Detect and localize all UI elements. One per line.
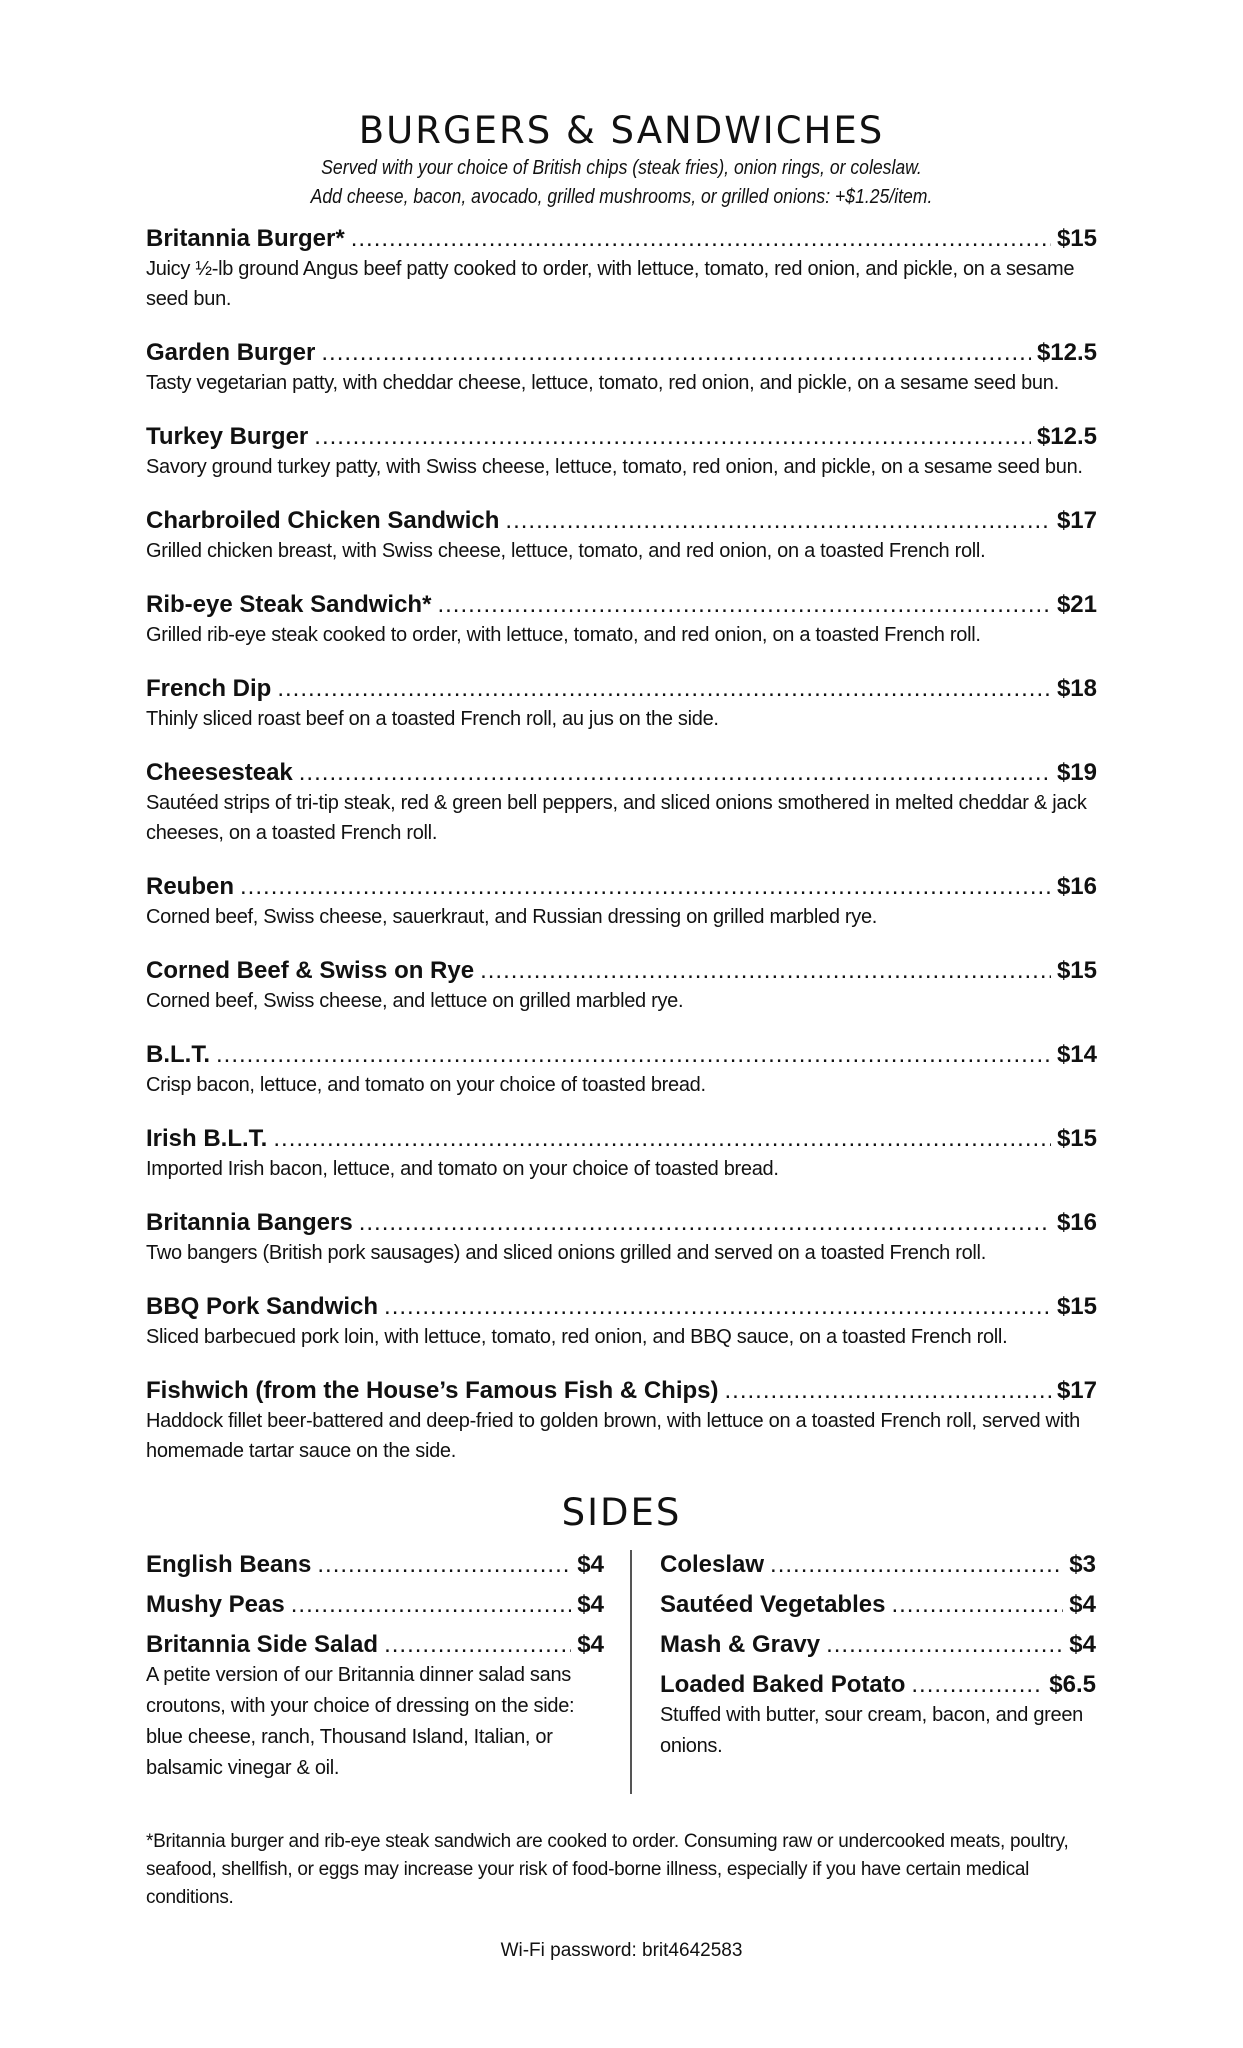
menu-item	[146, 422, 1097, 482]
item-description: Corned beef, Swiss cheese, sauerkraut, and Russian dressing on grilled marbled rye.	[146, 906, 878, 928]
leader-dots	[299, 758, 1051, 788]
side-item	[660, 1630, 1096, 1660]
menu-item	[146, 1124, 1097, 1184]
item-name: Britannia Burger*	[146, 225, 345, 252]
side-name: Mash & Gravy	[660, 1631, 821, 1658]
footnote: *Britannia burger and rib-eye steak sandwich are cooked to order. Consuming raw or undercooked meats, poultry, seafood, shellfish, or eggs may increase your risk of food-borne illness, especially if you have certain medical conditions.	[146, 1831, 1069, 1908]
menu-item	[146, 758, 1097, 848]
item-price: $17	[1056, 507, 1097, 534]
side-price: $3	[1069, 1551, 1096, 1578]
burgers-section-title: BURGERS & SANDWICHES	[358, 109, 885, 152]
side-name: Mushy Peas	[146, 1591, 285, 1618]
menu-item	[146, 1208, 1097, 1268]
item-description: Imported Irish bacon, lettuce, and tomato on your choice of toasted bread.	[146, 1158, 779, 1180]
side-price: $4	[1069, 1591, 1096, 1618]
menu-item	[146, 506, 1097, 566]
menu-item	[146, 872, 1097, 932]
item-price: $16	[1056, 873, 1097, 900]
item-price: $21	[1056, 591, 1097, 618]
item-name: Irish B.L.T.	[146, 1125, 268, 1152]
item-description: Corned beef, Swiss cheese, and lettuce on grilled marbled rye.	[146, 990, 684, 1012]
item-price: $16	[1056, 1209, 1097, 1236]
item-description: Sliced barbecued pork loin, with lettuce, tomato, red onion, and BBQ sauce, on a toasted French roll.	[146, 1326, 1008, 1348]
sides-left-column	[146, 1550, 632, 1794]
leader-dots	[505, 506, 1051, 536]
item-name: Corned Beef & Swiss on Rye	[146, 957, 475, 984]
item-price: $15	[1056, 1125, 1097, 1152]
item-price: $12.5	[1036, 423, 1097, 450]
leader-dots	[273, 1124, 1051, 1154]
leader-dots	[480, 956, 1051, 986]
menu-item	[146, 1040, 1097, 1100]
leader-dots	[384, 1630, 571, 1660]
menu-item	[146, 338, 1097, 398]
menu-item	[146, 590, 1097, 650]
leader-dots	[351, 224, 1051, 254]
side-item	[146, 1630, 604, 1784]
leader-dots	[277, 674, 1051, 704]
leader-dots	[317, 1550, 571, 1580]
item-name: Britannia Bangers	[146, 1209, 353, 1236]
side-price: $4	[1069, 1631, 1096, 1658]
side-description: A petite version of our Britannia dinner salad sans croutons, with your choice of dressing on the side: blue cheese, ranch, Thousand Island, Italian, or balsamic vinegar & oil.	[146, 1664, 575, 1779]
item-description: Savory ground turkey patty, with Swiss cheese, lettuce, tomato, red onion, and pickle, on a sesame seed bun.	[146, 456, 1083, 478]
leader-dots	[770, 1550, 1063, 1580]
item-price: $15	[1056, 1293, 1097, 1320]
leader-dots	[291, 1590, 572, 1620]
side-name: Coleslaw	[660, 1551, 765, 1578]
side-item	[660, 1670, 1096, 1762]
side-name: English Beans	[146, 1551, 312, 1578]
side-item	[660, 1550, 1096, 1580]
side-price: $4	[577, 1551, 604, 1578]
item-description: Crisp bacon, lettuce, and tomato on your choice of toasted bread.	[146, 1074, 706, 1096]
burgers-list	[146, 224, 1097, 1466]
item-description: Two bangers (British pork sausages) and sliced onions grilled and served on a toasted French roll.	[146, 1242, 986, 1264]
item-name: BBQ Pork Sandwich	[146, 1293, 379, 1320]
side-name: Loaded Baked Potato	[660, 1671, 906, 1698]
side-item	[146, 1550, 604, 1580]
burgers-subtitle-line2: Add cheese, bacon, avocado, grilled mushrooms, or grilled onions: +$1.25/item.	[310, 186, 933, 208]
side-description: Stuffed with butter, sour cream, bacon, and green onions.	[660, 1704, 1083, 1757]
leader-dots	[216, 1040, 1051, 1070]
burgers-subtitle-line1: Served with your choice of British chips (steak fries), onion rings, or coleslaw.	[321, 157, 922, 179]
item-price: $18	[1056, 675, 1097, 702]
item-description: Sautéed strips of tri-tip steak, red & green bell peppers, and sliced onions smothered in melted cheddar & jack cheeses, on a toasted French roll.	[146, 792, 1087, 844]
side-name: Sautéed Vegetables	[660, 1591, 886, 1618]
menu-item	[146, 674, 1097, 734]
leader-dots	[321, 338, 1031, 368]
item-name: B.L.T.	[146, 1041, 210, 1068]
menu-item	[146, 956, 1097, 1016]
item-name: Cheesesteak	[146, 759, 293, 786]
menu-item	[146, 1292, 1097, 1352]
leader-dots	[240, 872, 1051, 902]
item-description: Juicy ½-lb ground Angus beef patty cooked to order, with lettuce, tomato, red onion, and pickle, on a sesame seed bun.	[146, 258, 1075, 310]
side-item	[146, 1590, 604, 1620]
side-price: $6.5	[1049, 1671, 1096, 1698]
leader-dots	[911, 1670, 1043, 1700]
side-name: Britannia Side Salad	[146, 1631, 379, 1658]
item-description: Grilled rib-eye steak cooked to order, with lettuce, tomato, and red onion, on a toasted French roll.	[146, 624, 981, 646]
item-name: Charbroiled Chicken Sandwich	[146, 507, 500, 534]
item-description: Haddock fillet beer-battered and deep-fried to golden brown, with lettuce on a toasted French roll, served with homemade tartar sauce on the side.	[146, 1410, 1080, 1462]
item-description: Thinly sliced roast beef on a toasted French roll, au jus on the side.	[146, 708, 719, 730]
item-description: Tasty vegetarian patty, with cheddar cheese, lettuce, tomato, red onion, and pickle, on a sesame seed bun.	[146, 372, 1059, 394]
leader-dots	[314, 422, 1031, 452]
item-price: $14	[1056, 1041, 1097, 1068]
item-name: Rib-eye Steak Sandwich*	[146, 591, 432, 618]
item-price: $12.5	[1036, 339, 1097, 366]
leader-dots	[359, 1208, 1051, 1238]
item-name: Garden Burger	[146, 339, 316, 366]
item-name: Turkey Burger	[146, 423, 309, 450]
menu-item	[146, 1376, 1097, 1466]
side-price: $4	[577, 1591, 604, 1618]
leader-dots	[891, 1590, 1063, 1620]
item-price: $17	[1056, 1377, 1097, 1404]
menu-item	[146, 224, 1097, 314]
sides-section-title: SIDES	[561, 1491, 682, 1534]
side-item	[660, 1590, 1096, 1620]
wifi-password: Wi-Fi password: brit4642583	[500, 1940, 743, 1961]
item-price: $19	[1056, 759, 1097, 786]
sides-columns	[146, 1550, 1097, 1794]
item-price: $15	[1056, 957, 1097, 984]
item-price: $15	[1056, 225, 1097, 252]
leader-dots	[437, 590, 1051, 620]
item-name: Fishwich (from the House’s Famous Fish & Chips)	[146, 1377, 719, 1404]
item-name: French Dip	[146, 675, 272, 702]
item-name: Reuben	[146, 873, 235, 900]
side-price: $4	[577, 1631, 604, 1658]
leader-dots	[384, 1292, 1051, 1322]
leader-dots	[725, 1376, 1051, 1406]
item-description: Grilled chicken breast, with Swiss cheese, lettuce, tomato, and red onion, on a toasted French roll.	[146, 540, 986, 562]
sides-right-column	[632, 1550, 1096, 1794]
leader-dots	[826, 1630, 1063, 1660]
